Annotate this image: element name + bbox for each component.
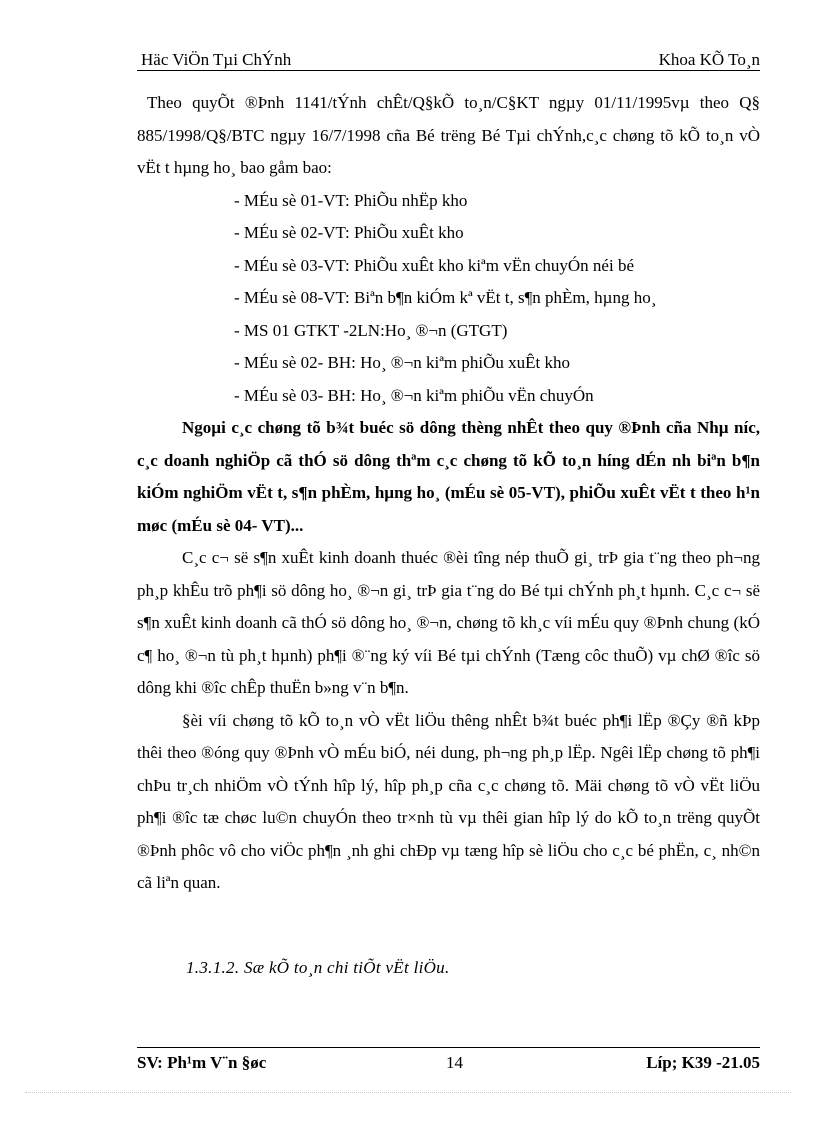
list-item: - MÉu sè 02- BH: Ho¸ ®¬n kiªm phiÕu xuÊt kho [234,353,571,372]
document-list [137,185,760,413]
list-item: - MÉu sè 03-VT: PhiÕu xuÊt kho kiªm vËn chuyÓn néi bé [234,255,634,275]
footer-class: Líp; K39 -21.05 [646,1053,760,1072]
page-header [137,50,760,71]
section-subheading: 1.3.1.2. Sæ kÕ to¸n chi tiÕt vËt liÖu. [186,958,450,977]
page-footer [137,1047,760,1078]
list-item: - MÉu sè 01-VT: PhiÕu nhËp kho [234,190,468,210]
footer-page-number: 14 [446,1053,463,1072]
list-item: - MÉu sè 03- BH: Ho¸ ®¬n kiªm phiÕu vËn chuyÓn [234,385,594,405]
paragraph-2: C¸c c¬ së s¶n xuÊt kinh doanh thuéc ®èi tîng nép thuÕ gi¸ trÞ gia t¨ng theo ph¬ng ph¸p khÊu trõ ph¶i sö dông ho¸ ®¬n gi¸ trÞ gia t¨ng do Bé tµi chÝnh ph¸t hµnh. C¸c c¬ së s¶n xuÊt kinh doanh cã thÓ sö dông ho¸ ®¬n, chøng tõ kh¸c víi mÉu quy ®Þnh chung (kÓ c¶ ho¸ ®¬n tù ph¸t hµnh) ph¶i ®¨ng ký víi Bé tµi chÝnh (Tæng côc thuÕ) vµ chØ ®îc sö dông khi ®îc chÊp thuËn b»ng v¨n b¶n. [137,548,760,697]
list-item: - MÉu sè 08-VT: Biªn b¶n kiÓm kª vËt t, s¶n phÈm, hµng ho¸ [234,288,657,307]
bold-paragraph: Ngoµi c¸c chøng tõ b¾t buéc sö dông thèng nhÊt theo quy ®Þnh cña Nhµ níc, c¸c doanh nghiÖp cã thÓ sö dông thªm c¸c chøng tõ kÕ to¸n híng dÉn nh biªn b¶n kiÓm nghiÖm vËt t, s¶n phÈm, hµng ho¸ (mÉu sè 05-VT), phiÕu xuÊt vËt t theo h¹n møc (mÉu sè 04- VT)... [137,418,760,535]
page-body [137,87,760,900]
list-item: - MÉu sè 02-VT: PhiÕu xuÊt kho [234,223,464,242]
footer-student: SV: Ph¹m V¨n §øc [137,1053,267,1072]
paragraph-3: §èi víi chøng tõ kÕ to¸n vÒ vËt liÖu thêng nhÊt b¾t buéc ph¶i lËp ®Çy ®ñ kÞp thêi theo ®óng quy ®Þnh vÒ mÉu biÓ, néi dung, ph¬ng ph¸p lËp. Ngêi lËp chøng tõ ph¶i chÞu tr¸ch nhiÖm vÒ tÝnh hîp lý, hîp ph¸p cña c¸c chøng tõ. Mäi chøng tõ vÒ vËt liÖu ph¶i ®îc tæ chøc lu©n chuyÓn theo tr×nh tù vµ thêi gian hîp lý do kÕ to¸n trëng quyÕt ®Þnh phôc vô cho viÖc ph¶n ¸nh ghi chÐp vµ tæng hîp sè liÖu cho c¸c bé phËn, c¸ nh©n cã liªn quan. [137,710,760,892]
header-department: Khoa KÕ To¸n [658,50,760,69]
page-edge-divider [25,1092,791,1093]
header-institution: Häc ViÖn Tµi ChÝnh [141,50,292,69]
list-item: - MS 01 GTKT -2LN:Ho¸ ®¬n (GTGT) [234,320,508,340]
intro-paragraph: Theo quyÕt ®Þnh 1141/tÝnh chÊt/Q§kÕ to¸n/C§KT ngµy 01/11/1995vµ theo Q§ 885/1998/Q§/BTC ngµy 16/7/1998 cña Bé trëng Bé Tµi chÝnh,c¸c chøng tõ kÕ to¸n vÒ vËt t hµng ho¸ bao gåm bao: [137,93,760,177]
